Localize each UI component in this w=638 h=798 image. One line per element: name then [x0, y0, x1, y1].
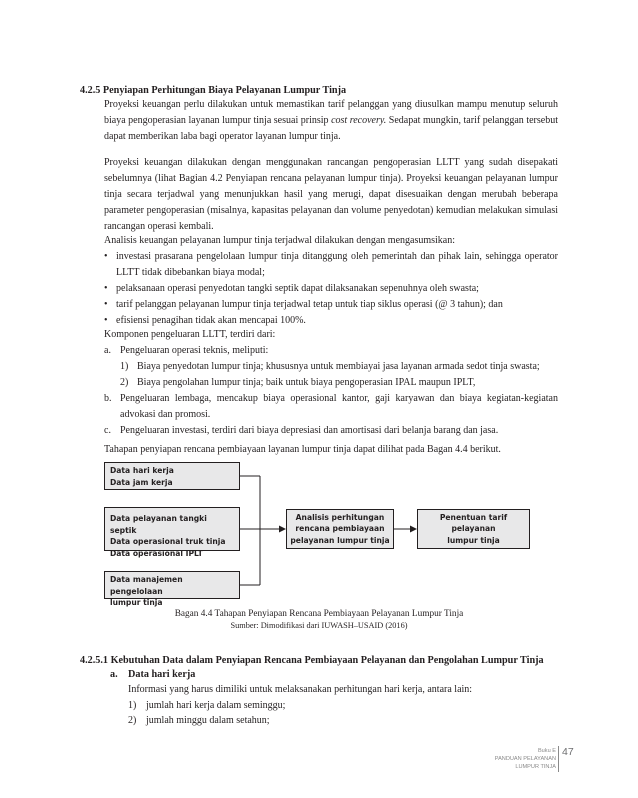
diagram-box-tariff — [417, 509, 530, 549]
box-line: Data operasional truk tinja — [110, 537, 226, 546]
subsection-title: Kebutuhan Data dalam Penyiapan Rencana Pembiayaan Pelayanan dan Pengolahan Lumpur Tinja — [110, 655, 544, 666]
assumption-intro: Analisis keuangan pelayanan lumpur tinja terjadwal dilakukan dengan mengasumsikan: — [104, 235, 456, 246]
component-a1-marker: 1) — [120, 361, 129, 372]
component-a2-marker: 2) — [120, 377, 129, 388]
para1-text: Proyeksi keuangan perlu dilakukan untuk memastikan tarif pelanggan yang diusulkan mampu menutup seluruh biaya pengoperasian layanan lumpur tinja sesuai prinsip — [104, 99, 558, 126]
component-c-text: Pengeluaran investasi, terdiri dari biaya depresiasi dan amortisasi dari belanja barang dan jasa. — [120, 425, 499, 436]
bullet-icon: • — [104, 299, 108, 310]
diagram-source: Sumber: Dimodifikasi dari IUWASH–USAID (2016) — [230, 621, 408, 630]
component-c-marker: c. — [104, 425, 111, 436]
subsection-a-marker: a. — [110, 669, 118, 680]
component-b-text: Pengeluaran lembaga, mencakup biaya operasional kantor, gaji karyawan dan biaya kegiatan-kegiatan advokasi dan promosi. — [120, 393, 558, 420]
component-a1-text: Biaya penyedotan lumpur tinja; khususnya untuk membiayai jasa layanan armada sedot tinja swasta; — [137, 361, 540, 372]
diagram-box-operational-data — [104, 507, 240, 558]
box-line: Data hari kerja — [110, 466, 174, 475]
footer-book-info — [470, 747, 556, 771]
box-line: Data operasional IPLT — [110, 548, 203, 558]
component-a-text: Pengeluaran operasi teknis, meliputi: — [120, 345, 269, 356]
para1-italic: cost recovery. — [331, 115, 387, 126]
footer-divider — [558, 746, 559, 772]
box-line: Data jam kerja — [110, 477, 173, 487]
bullet-icon: • — [104, 315, 108, 326]
arrow-right-icon — [279, 526, 286, 533]
subsection-a-title: Data hari kerja — [128, 669, 196, 680]
subsection-item-text: jumlah hari kerja dalam seminggu; — [146, 700, 286, 711]
footer-line2: LUMPUR TINJA — [515, 764, 556, 770]
arrow-right-icon — [410, 526, 417, 533]
diagram-box-analysis — [286, 509, 394, 549]
page-number: 47 — [562, 746, 574, 758]
subsection-number: 4.2.5.1 — [80, 655, 109, 666]
diagram-box-management-data — [104, 571, 240, 607]
subsection-heading — [80, 655, 544, 666]
subsection-item-marker: 2) — [128, 715, 137, 726]
box-line: lumpur tinja — [447, 535, 500, 545]
section-title: Penyiapan Perhitungan Biaya Pelayanan Lumpur Tinja — [102, 85, 347, 96]
component-a-marker: a. — [104, 345, 111, 356]
box-line: pelayanan lumpur tinja — [290, 535, 390, 545]
box-line: rencana pembiayaan — [295, 524, 385, 534]
component-b-marker: b. — [104, 393, 112, 404]
box-line: Data manajemen pengelolaan — [110, 575, 183, 596]
subsection-item-text: jumlah minggu dalam setahun; — [146, 715, 270, 726]
box-line: Penentuan tarif pelayanan — [439, 512, 508, 534]
diagram-box-working-time — [104, 462, 240, 490]
bullet-icon: • — [104, 251, 108, 262]
box-line: Analisis perhitungan — [295, 512, 385, 522]
bullet-text: efisiensi penagihan tidak akan mencapai 100%. — [116, 315, 306, 326]
footer-line1: PANDUAN PELAYANAN — [494, 756, 556, 762]
diagram-caption: Bagan 4.4 Tahapan Penyiapan Rencana Pembiayaan Pelayanan Lumpur Tinja — [174, 609, 464, 619]
box-line: Data pelayanan tangki septik — [110, 514, 207, 535]
footer-book: Buku E — [537, 748, 556, 754]
bullet-icon: • — [104, 283, 108, 294]
paragraph-projection: Proyeksi keuangan dilakukan dengan menggunakan rancangan pengoperasian LLTT yang sudah disepakati sebelumnya (lihat Bagian 4.2 Penyiapan rencana pelayanan lumpur tinja). Proyeksi keuangan pelayanan lumpur tinja secara terjadwal yang menunjukkan hasil yang merugi, dapat disesuaikan dengan merubah beberapa parameter pengoperasian (misalnya, kapasitas pelayanan dan volume penyedotan) kemudian melakukan simulasi rancangan operasi kembali. — [104, 157, 558, 232]
box-line: lumpur tinja — [110, 598, 163, 607]
section-number: 4.2.5 — [80, 85, 101, 96]
bullet-text: pelaksanaan operasi penyedotan tangki septik dapat dilaksanakan sepenuhnya oleh swasta; — [116, 283, 479, 294]
subsection-a-text: Informasi yang harus dimiliki untuk melaksanakan perhitungan hari kerja, antara lain: — [128, 684, 473, 695]
components-intro: Komponen pengeluaran LLTT, terdiri dari: — [104, 329, 276, 340]
diagram-intro: Tahapan penyiapan rencana pembiayaan layanan lumpur tinja dapat dilihat pada Bagan 4.4 berikut. — [104, 444, 501, 455]
bullet-text: tarif pelanggan pelayanan lumpur tinja terjadwal tetap untuk tiap siklus operasi (@ 3 tahun); dan — [116, 299, 503, 310]
bullet-text: investasi prasarana pengelolaan lumpur tinja ditanggung oleh pemerintah dan pihak lain, sehingga operator LLTT tidak dibebankan biaya modal; — [116, 251, 558, 278]
subsection-item-marker: 1) — [128, 700, 137, 711]
para1-text-after: Sedapat mungkin, tarif pelanggan tersebut dapat memberikan laba bagi operator layanan lumpur tinja. — [104, 115, 558, 142]
component-a2-text: Biaya pengolahan lumpur tinja; baik untuk biaya pengoperasian IPAL maupun IPLT, — [137, 377, 476, 388]
